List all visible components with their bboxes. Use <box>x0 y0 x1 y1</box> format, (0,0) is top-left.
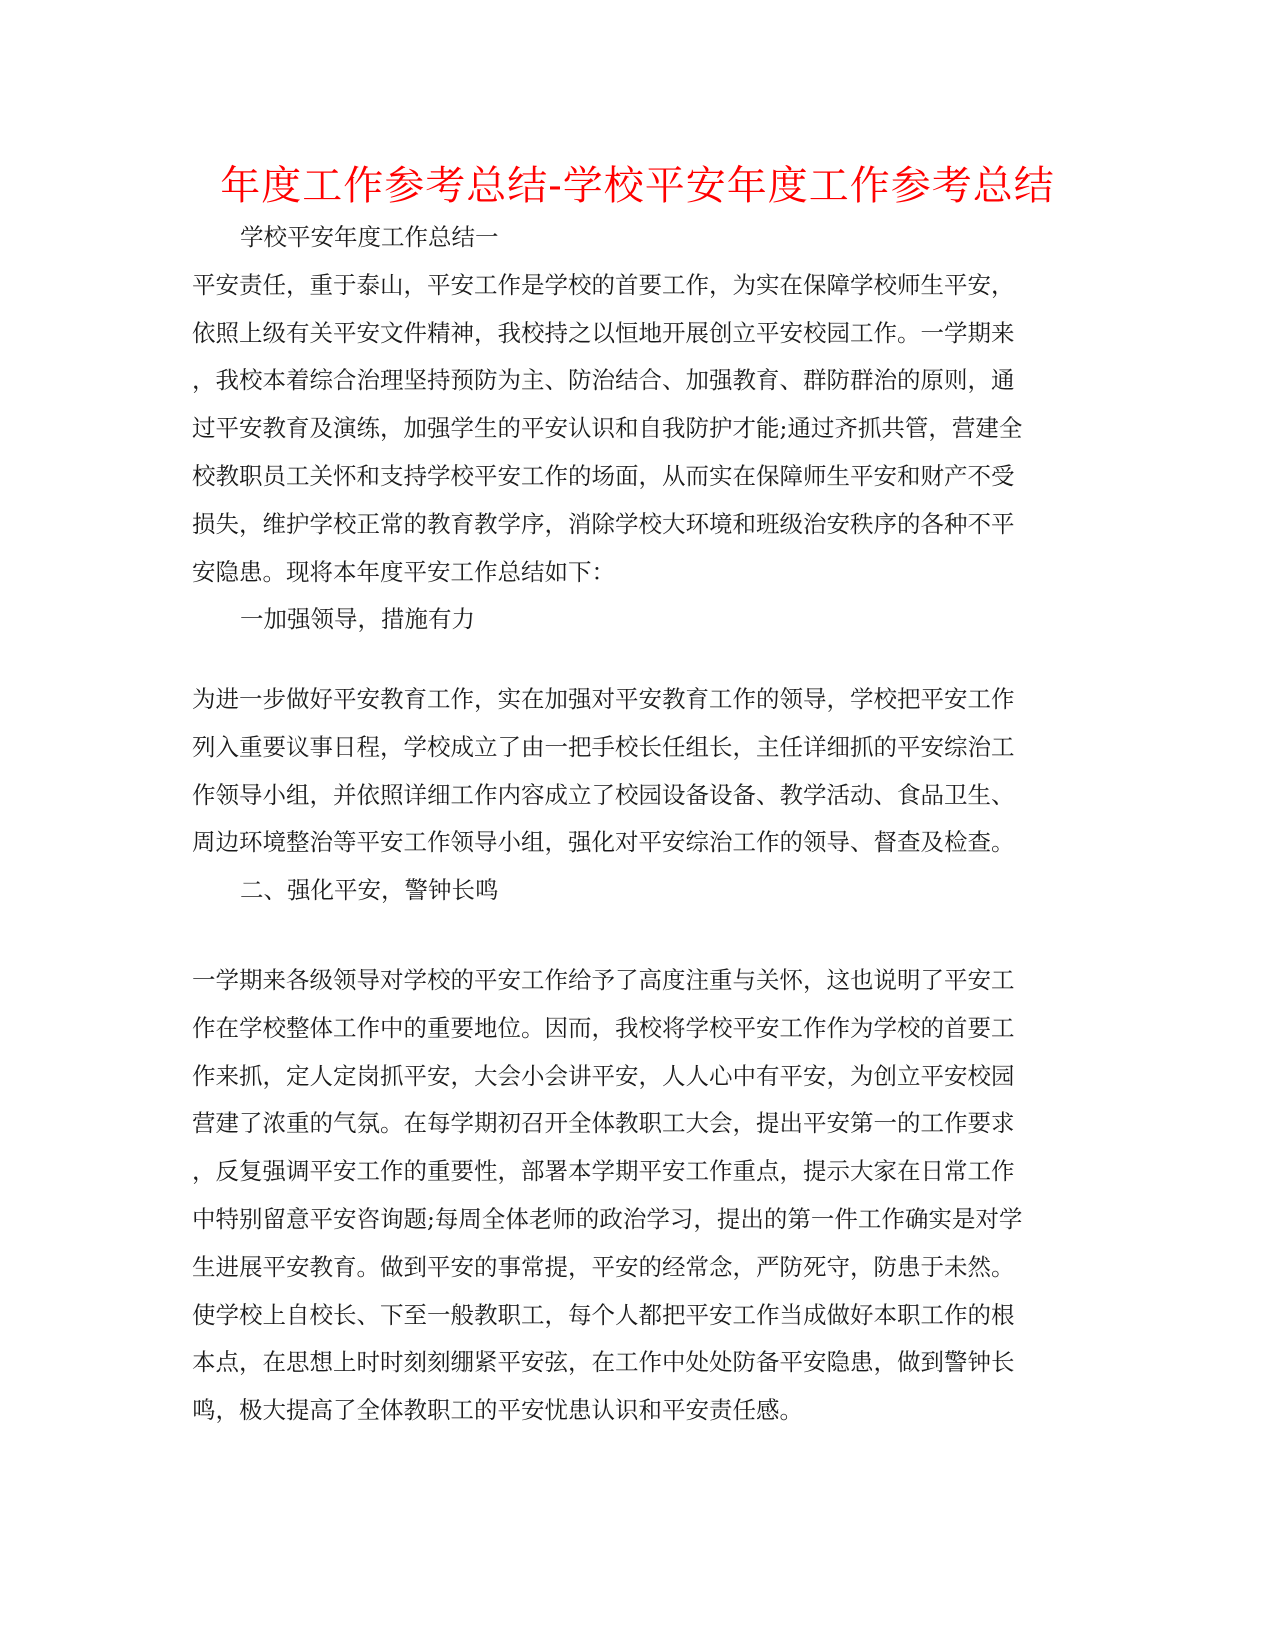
paragraph-line: 为进一步做好平安教育工作，实在加强对平安教育工作的领导，学校把平安工作 <box>192 685 1015 713</box>
paragraph-line: 一学期来各级领导对学校的平安工作给予了高度注重与关怀，这也说明了平安工 <box>192 966 1015 994</box>
paragraph-line: 营建了浓重的气氛。在每学期初召开全体教职工大会，提出平安第一的工作要求 <box>192 1109 1015 1138</box>
section-heading-2: 二、强化平安，警钟长鸣 <box>240 876 499 905</box>
section-intro <box>192 214 1084 644</box>
paragraph-line: ，反复强调平安工作的重要性，部署本学期平安工作重点，提示大家在日常工作 <box>192 1157 1015 1186</box>
paragraph-line: 校教职员工关怀和支持学校平安工作的场面，从而实在保障师生平安和财产不受 <box>192 461 1015 490</box>
paragraph-line: 依照上级有关平安文件精神，我校持之以恒地开展创立平安校园工作。一学期来 <box>192 318 1015 347</box>
document-subtitle: 学校平安年度工作总结一 <box>240 223 499 251</box>
paragraph-line: 使学校上自校长、下至一般教职工，每个人都把平安工作当成做好本职工作的根 <box>192 1300 1015 1329</box>
paragraph-line: 安隐患。现将本年度平安工作总结如下： <box>192 557 615 586</box>
paragraph-line: 作在学校整体工作中的重要地位。因而，我校将学校平安工作作为学校的首要工 <box>192 1013 1015 1042</box>
paragraph-line: 损失，维护学校正常的教育教学序，消除学校大环境和班级治安秩序的各种不平 <box>192 509 1015 538</box>
section-safety <box>192 957 1084 1435</box>
paragraph-line: 本点，在思想上时时刻刻绷紧平安弦，在工作中处处防备平安隐患，做到警钟长 <box>192 1348 1015 1377</box>
paragraph-line: 鸣，极大提高了全体教职工的平安忧患认识和平安责任感。 <box>192 1396 803 1425</box>
paragraph-line: 生进展平安教育。做到平安的事常提，平安的经常念，严防死守，防患于未然。 <box>192 1252 1015 1281</box>
paragraph-line: 平安责任，重于泰山，平安工作是学校的首要工作，为实在保障学校师生平安， <box>192 270 1015 299</box>
paragraph-line: 中特别留意平安咨询题;每周全体老师的政治学习，提出的第一件工作确实是对学 <box>192 1204 1023 1233</box>
paragraph-line: 列入重要议事日程，学校成立了由一把手校长任组长，主任详细抓的平安综治工 <box>192 732 1015 761</box>
document-title: 年度工作参考总结-学校平安年度工作参考总结 <box>220 163 1055 209</box>
section-heading-1: 一加强领导，措施有力 <box>240 605 475 634</box>
section-leadership <box>192 676 1084 915</box>
paragraph-line: 作领导小组，并依照详细工作内容成立了校园设备设备、教学活动、食品卫生、 <box>192 780 1015 809</box>
paragraph-line: ，我校本着综合治理坚持预防为主、防治结合、加强教育、群防群治的原则，通 <box>192 366 1015 395</box>
paragraph-line: 过平安教育及演练，加强学生的平安认识和自我防护才能;通过齐抓共管，营建全 <box>192 414 1023 443</box>
paragraph-line: 周边环境整治等平安工作领导小组，强化对平安综治工作的领导、督查及检查。 <box>192 828 1015 857</box>
paragraph-line: 作来抓，定人定岗抓平安，大会小会讲平安，人人心中有平安，为创立平安校园 <box>192 1061 1015 1090</box>
